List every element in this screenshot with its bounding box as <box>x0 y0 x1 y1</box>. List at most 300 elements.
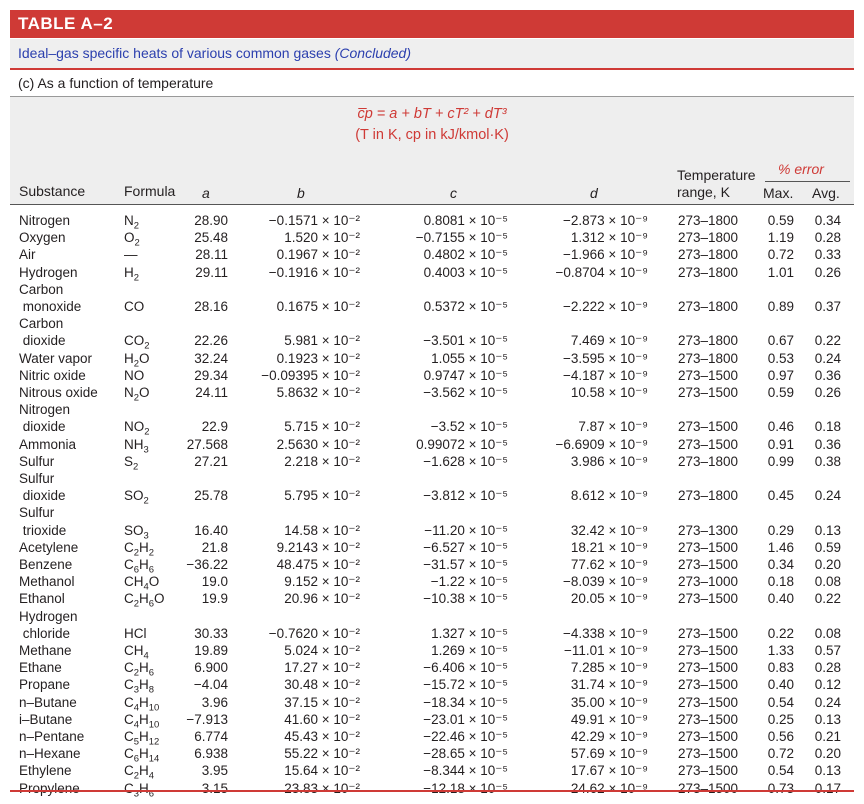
cell-error-avg: 0.38 <box>814 453 841 469</box>
cell-substance: dioxide <box>19 419 66 435</box>
cell-b: 2.5630 × 10⁻² <box>276 436 360 452</box>
cell-b: 23.83 × 10⁻² <box>284 780 360 796</box>
cell-formula: $O_2$ <box>124 230 140 249</box>
cell-d: 10.58 × 10⁻⁹ <box>570 385 648 400</box>
table-row <box>10 763 854 783</box>
cell-temperature-range: 273–1800 <box>678 247 739 263</box>
cell-b: 1.520 × 10⁻² <box>284 230 360 246</box>
header-d: d <box>590 185 598 201</box>
cell-error-max: 0.53 <box>767 350 794 366</box>
cell-a: 6.774 <box>194 729 228 744</box>
cell-b: 5.795 × 10⁻² <box>284 488 360 504</box>
cell-d: 3.986 × 10⁻⁹ <box>570 453 648 469</box>
cell-error-max: 0.34 <box>767 557 794 572</box>
table-row <box>10 695 854 712</box>
table-row <box>10 660 854 677</box>
equation-box <box>10 97 854 154</box>
cell-substance: Ethanol <box>19 591 65 607</box>
cell-temperature-range: 273–1000 <box>678 574 739 590</box>
column-header-row <box>10 154 854 205</box>
cell-error-avg: 0.08 <box>814 625 841 641</box>
cell-temperature-range: 273–1500 <box>678 419 739 435</box>
cell-temperature-range: 273–1500 <box>678 643 739 658</box>
cell-error-max: 1.19 <box>767 230 794 246</box>
cell-c: −12.18 × 10⁻⁵ <box>423 780 508 796</box>
cell-c: 0.5372 × 10⁻⁵ <box>423 299 508 314</box>
cell-temperature-range: 273–1800 <box>678 333 739 349</box>
cell-a: 28.11 <box>195 247 228 263</box>
cell-error-avg: 0.24 <box>814 488 841 504</box>
cell-d: −2.873 × 10⁻⁹ <box>563 213 648 228</box>
cell-a: 22.26 <box>194 333 228 349</box>
cell-formula: $C_6H_{14}$ <box>124 746 160 765</box>
cell-formula: $C_2H_2$ <box>124 539 154 559</box>
cell-b: 0.1967 × 10⁻² <box>276 247 360 263</box>
cell-b: −0.09395 × 10⁻² <box>261 367 360 383</box>
cell-b: −0.1571 × 10⁻² <box>268 213 360 228</box>
cell-d: 49.91 × 10⁻⁹ <box>570 711 648 727</box>
cell-formula: $NH_3$ <box>124 436 149 456</box>
table-subtitle-bar <box>10 39 854 70</box>
cell-formula: $C_2H_4$ <box>124 763 154 783</box>
table-subtitle-wrap <box>18 45 411 61</box>
cell-a: −36.22 <box>186 557 228 572</box>
table-row <box>10 540 854 557</box>
table-row <box>10 333 854 353</box>
cell-formula: $C_3H_6$ <box>124 780 154 800</box>
cell-b: 5.981 × 10⁻² <box>284 333 360 349</box>
cell-formula: $CH_4O$ <box>124 574 160 593</box>
table-row <box>10 402 854 419</box>
table-body <box>10 205 854 800</box>
cell-error-avg: 0.36 <box>814 436 841 452</box>
cell-a: 29.34 <box>194 367 228 383</box>
cell-formula: $CH_4$ <box>124 643 149 662</box>
cell-temperature-range: 273–1500 <box>678 385 739 400</box>
cell-error-avg: 0.22 <box>814 333 841 349</box>
cell-formula: $C_2H_6O$ <box>124 591 165 611</box>
cell-error-avg: 0.20 <box>814 746 841 762</box>
table-row <box>10 609 854 626</box>
cell-substance: Hydrogen <box>19 264 78 280</box>
cell-error-avg: 0.22 <box>814 591 841 607</box>
cell-error-max: 0.73 <box>767 780 794 796</box>
cell-error-max: 0.91 <box>767 436 794 452</box>
bottom-rule <box>10 790 854 792</box>
cell-substance: Propylene <box>19 780 80 796</box>
cell-b: 9.2143 × 10⁻² <box>276 539 360 555</box>
cell-c: −11.20 × 10⁻⁵ <box>424 522 508 538</box>
cell-error-max: 0.99 <box>767 453 794 469</box>
cell-substance: Sulfur <box>19 453 55 469</box>
cell-a: 3.95 <box>201 763 228 779</box>
cell-b: 41.60 × 10⁻² <box>284 711 360 727</box>
table-subtitle-note: (Concluded) <box>334 45 411 61</box>
cell-temperature-range: 273–1800 <box>678 213 739 228</box>
cell-b: 5.8632 × 10⁻² <box>276 385 360 400</box>
cell-d: 8.612 × 10⁻⁹ <box>570 488 648 504</box>
cell-substance: Methanol <box>19 574 75 590</box>
cell-substance: Propane <box>19 677 71 693</box>
cell-c: −1.22 × 10⁻⁵ <box>430 574 508 590</box>
cell-substance: trioxide <box>19 522 67 538</box>
cell-a: 3.15 <box>201 780 228 796</box>
cell-temperature-range: 273–1500 <box>678 367 739 383</box>
header-percent-error: % error <box>778 161 824 177</box>
table-row <box>10 712 854 729</box>
cell-d: 7.469 × 10⁻⁹ <box>570 333 648 349</box>
cell-substance: Ethane <box>19 660 62 676</box>
cell-d: −4.338 × 10⁻⁹ <box>563 625 648 641</box>
cell-error-avg: 0.26 <box>814 385 841 400</box>
cell-a: 25.78 <box>194 488 228 504</box>
cell-d: 32.42 × 10⁻⁹ <box>570 522 648 538</box>
cell-formula: — <box>124 247 138 263</box>
cell-substance: Nitrous oxide <box>19 385 98 400</box>
cell-formula: $CO_2$ <box>124 333 150 353</box>
cell-formula: $N_2$ <box>124 213 139 232</box>
cell-b: 45.43 × 10⁻² <box>284 729 360 744</box>
cell-c: −15.72 × 10⁻⁵ <box>423 677 508 693</box>
cell-temperature-range: 273–1500 <box>678 746 739 762</box>
cell-error-max: 0.72 <box>767 247 794 263</box>
cell-d: 20.05 × 10⁻⁹ <box>570 591 648 607</box>
table-page <box>10 10 854 800</box>
cell-error-avg: 0.13 <box>814 711 841 727</box>
cell-b: 0.1675 × 10⁻² <box>276 299 360 314</box>
cell-a: 24.11 <box>195 385 228 400</box>
cell-c: −3.52 × 10⁻⁵ <box>430 419 508 435</box>
table-row <box>10 591 854 611</box>
cell-error-max: 0.97 <box>767 367 794 383</box>
cell-formula: HCl <box>124 625 147 641</box>
table-row <box>10 729 854 746</box>
cell-formula: CO <box>124 299 145 314</box>
cell-b: 9.152 × 10⁻² <box>284 574 360 590</box>
table-row <box>10 247 854 264</box>
cell-temperature-range: 273–1500 <box>678 660 739 676</box>
cell-substance: Methane <box>19 643 72 658</box>
cell-error-avg: 0.08 <box>814 574 841 590</box>
cell-a: 32.24 <box>194 350 228 366</box>
cell-c: −0.7155 × 10⁻⁵ <box>415 230 508 246</box>
cell-formula: $S_2$ <box>124 453 139 473</box>
cell-b: 2.218 × 10⁻² <box>284 453 360 469</box>
cell-a: 3.96 <box>201 694 228 710</box>
header-c: c <box>450 185 457 201</box>
cell-b: 5.024 × 10⁻² <box>284 643 360 658</box>
part-label-bar <box>10 70 854 97</box>
cell-formula: $NO_2$ <box>124 419 150 439</box>
cell-d: 17.67 × 10⁻⁹ <box>570 763 648 779</box>
cell-temperature-range: 273–1800 <box>678 299 739 314</box>
table-title: TABLE A–2 <box>18 14 114 33</box>
header-temperature: Temperature <box>677 167 756 183</box>
cell-a: −4.04 <box>193 677 228 693</box>
table-row <box>10 437 854 454</box>
cell-b: −0.1916 × 10⁻² <box>268 264 360 280</box>
cell-c: 0.4003 × 10⁻⁵ <box>423 264 508 280</box>
header-avg: Avg. <box>812 185 840 201</box>
cell-formula: $C_4H_{10}$ <box>124 694 160 714</box>
table-row <box>10 385 854 402</box>
cell-error-max: 0.67 <box>767 333 794 349</box>
table-subtitle: Ideal–gas specific heats of various common gases <box>18 45 331 61</box>
cell-error-avg: 0.18 <box>814 419 841 435</box>
cell-temperature-range: 273–1800 <box>678 488 739 504</box>
cell-substance: Ammonia <box>19 436 77 452</box>
cell-b: 48.475 × 10⁻² <box>276 557 360 572</box>
cell-d: 57.69 × 10⁻⁹ <box>570 746 648 762</box>
error-header-rule <box>765 181 850 182</box>
cell-error-avg: 0.33 <box>814 247 841 263</box>
cell-formula: $H_2$ <box>124 264 139 284</box>
cell-d: −4.187 × 10⁻⁹ <box>563 367 648 383</box>
table-row <box>10 505 854 522</box>
table-row <box>10 574 854 591</box>
cell-error-avg: 0.36 <box>814 367 841 383</box>
cell-error-avg: 0.28 <box>814 230 841 246</box>
cell-substance: chloride <box>19 625 71 641</box>
cell-error-max: 0.40 <box>767 677 794 693</box>
cell-b: 55.22 × 10⁻² <box>284 746 360 762</box>
cell-c: −23.01 × 10⁻⁵ <box>423 711 508 727</box>
cell-substance: i–Butane <box>19 711 73 727</box>
cell-a: 22.9 <box>201 419 228 435</box>
cell-formula: $C_6H_6$ <box>124 557 154 576</box>
cell-a: 27.568 <box>186 436 228 452</box>
cell-c: −6.527 × 10⁻⁵ <box>423 539 508 555</box>
cell-error-avg: 0.37 <box>814 299 841 314</box>
cell-substance: Oxygen <box>19 230 66 246</box>
cell-b: 15.64 × 10⁻² <box>284 763 360 779</box>
cell-d: −6.6909 × 10⁻⁹ <box>555 436 648 452</box>
cell-error-avg: 0.59 <box>814 539 841 555</box>
cell-d: 1.312 × 10⁻⁹ <box>570 230 648 246</box>
cell-c: −3.812 × 10⁻⁵ <box>423 488 508 504</box>
cell-d: −3.595 × 10⁻⁹ <box>563 350 648 366</box>
cell-error-avg: 0.24 <box>814 350 841 366</box>
cell-d: −1.966 × 10⁻⁹ <box>563 247 648 263</box>
cell-d: −11.01 × 10⁻⁹ <box>564 643 648 658</box>
cell-substance: Carbon <box>19 316 64 332</box>
cell-c: −22.46 × 10⁻⁵ <box>423 729 508 744</box>
cell-temperature-range: 273–1500 <box>678 694 739 710</box>
table-row <box>10 351 854 368</box>
cell-substance: n–Hexane <box>19 746 81 762</box>
cell-temperature-range: 273–1800 <box>678 230 739 246</box>
cell-error-avg: 0.28 <box>814 660 841 676</box>
cell-temperature-range: 273–1500 <box>678 591 739 607</box>
cell-d: 42.29 × 10⁻⁹ <box>570 729 648 744</box>
header-a: a <box>202 185 210 201</box>
cell-a: 6.938 <box>194 746 228 762</box>
cell-formula: $N_2O$ <box>124 385 150 404</box>
cell-formula: $C_5H_{12}$ <box>124 729 160 748</box>
cell-temperature-range: 273–1500 <box>678 729 739 744</box>
table-row <box>10 523 854 540</box>
cell-substance: Nitric oxide <box>19 367 86 383</box>
cell-error-max: 0.45 <box>767 488 794 504</box>
cell-error-max: 0.18 <box>767 574 794 590</box>
cell-d: −8.039 × 10⁻⁹ <box>563 574 648 590</box>
cell-c: 1.055 × 10⁻⁵ <box>431 350 508 366</box>
cell-formula: $C_2H_6$ <box>124 660 154 679</box>
cell-temperature-range: 273–1500 <box>678 780 739 796</box>
cell-substance: Sulfur <box>19 471 55 486</box>
table-row <box>10 282 854 299</box>
cell-error-max: 0.46 <box>767 419 794 435</box>
cell-a: 19.9 <box>201 591 228 607</box>
cell-a: −7.913 <box>186 711 228 727</box>
table-row <box>10 454 854 471</box>
table-row <box>10 213 854 230</box>
cell-substance: Nitrogen <box>19 402 71 418</box>
cell-error-avg: 0.13 <box>814 763 841 779</box>
cell-c: −10.38 × 10⁻⁵ <box>423 591 508 607</box>
cell-a: 19.0 <box>201 574 228 590</box>
table-row <box>10 299 854 316</box>
cell-substance: dioxide <box>19 333 66 349</box>
cell-c: 0.99072 × 10⁻⁵ <box>416 436 508 452</box>
cell-temperature-range: 273–1500 <box>678 436 739 452</box>
cell-a: 21.8 <box>201 539 228 555</box>
cell-substance: Hydrogen <box>19 608 78 624</box>
cell-substance: Water vapor <box>19 350 93 366</box>
cell-substance: Ethylene <box>19 763 72 779</box>
cell-error-max: 0.54 <box>767 763 794 779</box>
cell-error-max: 0.72 <box>767 746 794 762</box>
cell-temperature-range: 273–1500 <box>678 763 739 779</box>
cell-formula: NO <box>124 367 145 383</box>
cell-b: 5.715 × 10⁻² <box>284 419 360 435</box>
cell-c: 0.9747 × 10⁻⁵ <box>423 367 508 383</box>
cell-formula: $H_2O$ <box>124 350 150 370</box>
table-row <box>10 471 854 488</box>
cell-b: 14.58 × 10⁻² <box>284 522 360 538</box>
cell-a: 28.90 <box>194 213 228 228</box>
cell-a: 30.33 <box>194 625 228 641</box>
cell-c: −3.501 × 10⁻⁵ <box>423 333 508 349</box>
cell-b: 0.1923 × 10⁻² <box>276 350 360 366</box>
cell-substance: n–Pentane <box>19 729 85 744</box>
cell-a: 6.900 <box>194 660 228 676</box>
table-row <box>10 746 854 763</box>
cell-error-max: 1.33 <box>767 643 794 658</box>
cell-error-max: 1.46 <box>767 539 794 555</box>
cell-substance: monoxide <box>19 299 82 314</box>
table-row <box>10 265 854 282</box>
table-row <box>10 488 854 505</box>
cell-a: 16.40 <box>194 522 228 538</box>
header-substance: Substance <box>19 183 86 199</box>
cell-a: 29.11 <box>195 264 228 280</box>
cell-substance: Sulfur <box>19 505 55 521</box>
cell-formula: $SO_3$ <box>124 522 149 542</box>
cell-a: 25.48 <box>194 230 228 246</box>
cell-substance: n–Butane <box>19 694 77 710</box>
cell-temperature-range: 273–1500 <box>678 557 739 572</box>
header-b: b <box>297 185 305 201</box>
cell-temperature-range: 273–1500 <box>678 539 739 555</box>
table-row <box>10 677 854 697</box>
cell-c: 1.269 × 10⁻⁵ <box>431 643 508 658</box>
cell-d: −0.8704 × 10⁻⁹ <box>555 264 648 280</box>
cell-c: −1.628 × 10⁻⁵ <box>423 453 508 469</box>
cell-error-avg: 0.20 <box>814 557 841 572</box>
cell-temperature-range: 273–1500 <box>678 677 739 693</box>
cell-b: 30.48 × 10⁻² <box>284 677 360 693</box>
cell-error-max: 1.01 <box>767 264 794 280</box>
header-max: Max. <box>763 185 794 201</box>
header-range-k: range, K <box>677 184 730 200</box>
cell-error-avg: 0.24 <box>814 694 841 710</box>
cell-c: 0.8081 × 10⁻⁵ <box>423 213 508 228</box>
cell-substance: Benzene <box>19 557 73 572</box>
table-row <box>10 230 854 247</box>
cell-c: −6.406 × 10⁻⁵ <box>423 660 508 676</box>
cell-error-avg: 0.21 <box>814 729 841 744</box>
cell-formula: $C_3H_8$ <box>124 677 154 697</box>
cell-temperature-range: 273–1300 <box>678 522 739 538</box>
cell-b: −0.7620 × 10⁻² <box>268 625 360 641</box>
cell-error-max: 0.40 <box>767 591 794 607</box>
cell-d: 35.00 × 10⁻⁹ <box>570 694 648 710</box>
equation: c̅p = a + bT + cT² + dT³ <box>357 106 507 122</box>
cell-error-max: 0.89 <box>767 299 794 314</box>
cell-error-max: 0.83 <box>767 660 794 676</box>
cell-d: 31.74 × 10⁻⁹ <box>570 677 648 693</box>
cell-error-max: 0.59 <box>767 385 794 400</box>
cell-formula: $SO_2$ <box>124 488 149 507</box>
cell-substance: Carbon <box>19 281 64 297</box>
cell-c: −3.562 × 10⁻⁵ <box>423 385 508 400</box>
cell-error-avg: 0.13 <box>814 522 841 538</box>
table-row <box>10 419 854 439</box>
part-label: (c) As a function of temperature <box>18 75 214 91</box>
table-row <box>10 626 854 643</box>
cell-temperature-range: 273–1800 <box>678 264 739 280</box>
cell-a: 19.89 <box>194 643 228 658</box>
cell-c: −28.65 × 10⁻⁵ <box>423 746 508 762</box>
cell-error-avg: 0.57 <box>814 643 841 658</box>
equation-units: (T in K, cp in kJ/kmol·K) <box>355 127 509 143</box>
cell-temperature-range: 273–1500 <box>678 711 739 727</box>
cell-error-max: 0.25 <box>767 711 794 727</box>
cell-c: −31.57 × 10⁻⁵ <box>423 557 508 572</box>
cell-error-avg: 0.34 <box>814 213 841 228</box>
header-formula: Formula <box>124 183 176 199</box>
cell-c: −18.34 × 10⁻⁵ <box>423 694 508 710</box>
cell-formula: $C_4H_{10}$ <box>124 711 160 731</box>
cell-substance: Acetylene <box>19 539 79 555</box>
cell-d: 24.62 × 10⁻⁹ <box>570 780 648 796</box>
cell-error-avg: 0.12 <box>814 677 841 693</box>
table-row <box>10 368 854 385</box>
cell-b: 20.96 × 10⁻² <box>284 591 360 607</box>
cell-a: 28.16 <box>194 299 228 314</box>
cell-error-max: 0.54 <box>767 694 794 710</box>
cell-a: 27.21 <box>194 453 228 469</box>
cell-substance: Nitrogen <box>19 213 71 228</box>
cell-error-avg: 0.26 <box>814 264 841 280</box>
cell-d: 18.21 × 10⁻⁹ <box>570 539 648 555</box>
table-title-bar <box>10 10 854 38</box>
cell-error-avg: 0.17 <box>814 780 841 796</box>
cell-c: −8.344 × 10⁻⁵ <box>423 763 508 779</box>
cell-temperature-range: 273–1800 <box>678 350 739 366</box>
cell-c: 1.327 × 10⁻⁵ <box>431 625 508 641</box>
